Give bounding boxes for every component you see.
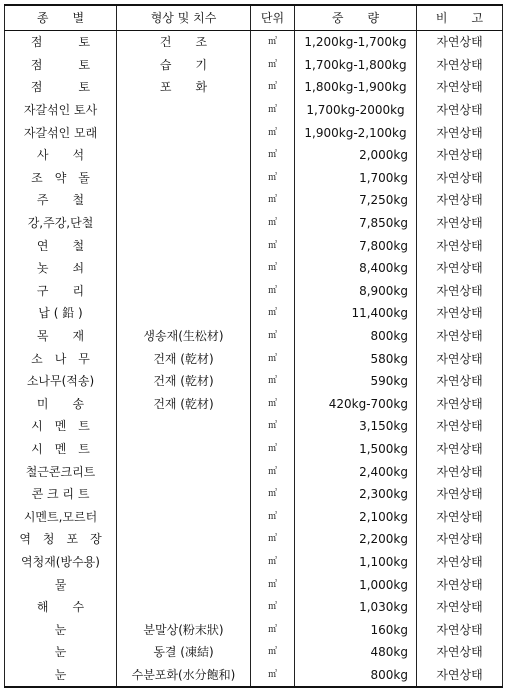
- cell-weight: 2,400kg: [295, 460, 417, 483]
- table-row: [5, 505, 503, 528]
- cell-note: 자연상태: [417, 121, 503, 144]
- unit-weight-table-container: [4, 4, 502, 688]
- cell-unit: ㎥: [251, 551, 295, 574]
- cell-unit: ㎥: [251, 189, 295, 212]
- cell-unit: ㎥: [251, 234, 295, 257]
- table-row: [5, 31, 503, 54]
- cell-unit: ㎥: [251, 257, 295, 280]
- table-body: [5, 31, 503, 688]
- cell-note: 자연상태: [417, 664, 503, 688]
- table-row: [5, 370, 503, 393]
- cell-unit: ㎥: [251, 31, 295, 54]
- cell-material-name: 역 청 포 장: [5, 528, 117, 551]
- cell-weight: 1,000kg: [295, 573, 417, 596]
- table-row: [5, 551, 503, 574]
- cell-material-name: 점 토: [5, 31, 117, 54]
- cell-shape-dimension: 건재 (乾材): [117, 370, 251, 393]
- cell-weight: 1,800kg-1,900kg: [295, 76, 417, 99]
- cell-material-name: 시멘트,모르터: [5, 505, 117, 528]
- cell-shape-dimension: [117, 528, 251, 551]
- cell-weight: 2,100kg: [295, 505, 417, 528]
- cell-shape-dimension: [117, 121, 251, 144]
- cell-weight: 8,900kg: [295, 280, 417, 303]
- cell-unit: ㎥: [251, 483, 295, 506]
- cell-material-name: 자갈섞인 모래: [5, 121, 117, 144]
- cell-material-name: 구 리: [5, 280, 117, 303]
- cell-shape-dimension: [117, 167, 251, 190]
- cell-note: 자연상태: [417, 483, 503, 506]
- table-row: [5, 528, 503, 551]
- cell-weight: 1,100kg: [295, 551, 417, 574]
- cell-shape-dimension: 분말상(粉末狀): [117, 618, 251, 641]
- cell-weight: 1,700kg-2000kg: [295, 99, 417, 122]
- cell-unit: ㎥: [251, 528, 295, 551]
- cell-weight: 2,200kg: [295, 528, 417, 551]
- cell-unit: ㎥: [251, 393, 295, 416]
- table-row: [5, 325, 503, 348]
- cell-weight: 1,700kg-1,800kg: [295, 54, 417, 77]
- cell-note: 자연상태: [417, 551, 503, 574]
- cell-unit: ㎥: [251, 438, 295, 461]
- cell-shape-dimension: [117, 551, 251, 574]
- table-row: [5, 460, 503, 483]
- cell-unit: ㎥: [251, 641, 295, 664]
- cell-note: 자연상태: [417, 528, 503, 551]
- cell-weight: 580kg: [295, 347, 417, 370]
- cell-weight: 1,030kg: [295, 596, 417, 619]
- table-row: [5, 76, 503, 99]
- cell-weight: 2,300kg: [295, 483, 417, 506]
- cell-note: 자연상태: [417, 189, 503, 212]
- cell-shape-dimension: 생송재(生松材): [117, 325, 251, 348]
- cell-unit: ㎥: [251, 370, 295, 393]
- cell-note: 자연상태: [417, 460, 503, 483]
- table-row: [5, 54, 503, 77]
- cell-unit: ㎥: [251, 664, 295, 688]
- cell-shape-dimension: [117, 596, 251, 619]
- cell-material-name: 사 석: [5, 144, 117, 167]
- cell-unit: ㎥: [251, 618, 295, 641]
- cell-shape-dimension: [117, 415, 251, 438]
- table-row: [5, 415, 503, 438]
- cell-note: 자연상태: [417, 415, 503, 438]
- table-row: [5, 302, 503, 325]
- cell-note: 자연상태: [417, 596, 503, 619]
- cell-note: 자연상태: [417, 144, 503, 167]
- cell-shape-dimension: [117, 144, 251, 167]
- cell-shape-dimension: [117, 573, 251, 596]
- cell-shape-dimension: 건재 (乾材): [117, 393, 251, 416]
- table-header: [5, 5, 503, 31]
- cell-material-name: 연 철: [5, 234, 117, 257]
- table-row: [5, 234, 503, 257]
- table-row: [5, 99, 503, 122]
- cell-unit: ㎥: [251, 167, 295, 190]
- cell-material-name: 조 약 돌: [5, 167, 117, 190]
- table-row: [5, 393, 503, 416]
- cell-shape-dimension: [117, 212, 251, 235]
- cell-material-name: 소나무(적송): [5, 370, 117, 393]
- table-row: [5, 438, 503, 461]
- cell-unit: ㎥: [251, 415, 295, 438]
- cell-shape-dimension: 수분포화(水分飽和): [117, 664, 251, 688]
- cell-unit: ㎥: [251, 99, 295, 122]
- cell-weight: 7,800kg: [295, 234, 417, 257]
- cell-note: 자연상태: [417, 505, 503, 528]
- cell-shape-dimension: 포 화: [117, 76, 251, 99]
- unit-weight-table: [4, 4, 503, 688]
- table-row: [5, 189, 503, 212]
- cell-weight: 11,400kg: [295, 302, 417, 325]
- cell-material-name: 시 멘 트: [5, 415, 117, 438]
- cell-note: 자연상태: [417, 347, 503, 370]
- cell-weight: 480kg: [295, 641, 417, 664]
- table-row: [5, 664, 503, 688]
- table-row: [5, 144, 503, 167]
- cell-weight: 1,900kg-2,100kg: [295, 121, 417, 144]
- cell-material-name: 주 철: [5, 189, 117, 212]
- cell-note: 자연상태: [417, 167, 503, 190]
- cell-shape-dimension: [117, 505, 251, 528]
- cell-unit: ㎥: [251, 573, 295, 596]
- cell-unit: ㎥: [251, 280, 295, 303]
- cell-shape-dimension: 습 기: [117, 54, 251, 77]
- cell-weight: 420kg-700kg: [295, 393, 417, 416]
- table-row: [5, 257, 503, 280]
- cell-unit: ㎥: [251, 596, 295, 619]
- cell-note: 자연상태: [417, 325, 503, 348]
- cell-weight: 7,250kg: [295, 189, 417, 212]
- cell-weight: 2,000kg: [295, 144, 417, 167]
- table-row: [5, 596, 503, 619]
- cell-unit: ㎥: [251, 460, 295, 483]
- cell-note: 자연상태: [417, 393, 503, 416]
- cell-material-name: 강,주강,단철: [5, 212, 117, 235]
- cell-material-name: 미 송: [5, 393, 117, 416]
- cell-material-name: 납 ( 鉛 ): [5, 302, 117, 325]
- cell-weight: 160kg: [295, 618, 417, 641]
- cell-shape-dimension: 동결 (凍結): [117, 641, 251, 664]
- cell-note: 자연상태: [417, 234, 503, 257]
- header-note: 비 고: [417, 5, 503, 31]
- cell-note: 자연상태: [417, 76, 503, 99]
- cell-material-name: 점 토: [5, 76, 117, 99]
- cell-shape-dimension: [117, 257, 251, 280]
- header-row: [5, 5, 503, 31]
- cell-note: 자연상태: [417, 257, 503, 280]
- cell-note: 자연상태: [417, 573, 503, 596]
- header-weight: 중 량: [295, 5, 417, 31]
- cell-unit: ㎥: [251, 302, 295, 325]
- cell-weight: 8,400kg: [295, 257, 417, 280]
- cell-shape-dimension: [117, 99, 251, 122]
- table-row: [5, 212, 503, 235]
- cell-shape-dimension: [117, 234, 251, 257]
- cell-material-name: 목 재: [5, 325, 117, 348]
- cell-shape-dimension: [117, 189, 251, 212]
- cell-shape-dimension: [117, 483, 251, 506]
- cell-weight: 800kg: [295, 325, 417, 348]
- cell-unit: ㎥: [251, 347, 295, 370]
- cell-material-name: 눈: [5, 641, 117, 664]
- header-shape-dimension: 형상 및 치수: [117, 5, 251, 31]
- cell-material-name: 해 수: [5, 596, 117, 619]
- cell-unit: ㎥: [251, 505, 295, 528]
- cell-material-name: 눈: [5, 618, 117, 641]
- cell-note: 자연상태: [417, 31, 503, 54]
- table-row: [5, 347, 503, 370]
- cell-note: 자연상태: [417, 438, 503, 461]
- cell-material-name: 점 토: [5, 54, 117, 77]
- table-row: [5, 121, 503, 144]
- table-row: [5, 573, 503, 596]
- cell-material-name: 눈: [5, 664, 117, 688]
- cell-material-name: 자갈섞인 토사: [5, 99, 117, 122]
- cell-weight: 800kg: [295, 664, 417, 688]
- cell-weight: 3,150kg: [295, 415, 417, 438]
- cell-material-name: 소 나 무: [5, 347, 117, 370]
- cell-shape-dimension: [117, 302, 251, 325]
- cell-material-name: 철근콘크리트: [5, 460, 117, 483]
- table-row: [5, 618, 503, 641]
- cell-note: 자연상태: [417, 280, 503, 303]
- cell-weight: 590kg: [295, 370, 417, 393]
- table-row: [5, 280, 503, 303]
- table-row: [5, 167, 503, 190]
- cell-unit: ㎥: [251, 54, 295, 77]
- cell-weight: 7,850kg: [295, 212, 417, 235]
- header-unit: 단위: [251, 5, 295, 31]
- table-row: [5, 641, 503, 664]
- cell-shape-dimension: [117, 460, 251, 483]
- cell-unit: ㎥: [251, 76, 295, 99]
- cell-note: 자연상태: [417, 302, 503, 325]
- cell-weight: 1,700kg: [295, 167, 417, 190]
- cell-unit: ㎥: [251, 121, 295, 144]
- cell-material-name: 콘 크 리 트: [5, 483, 117, 506]
- cell-unit: ㎥: [251, 212, 295, 235]
- cell-weight: 1,500kg: [295, 438, 417, 461]
- cell-material-name: 물: [5, 573, 117, 596]
- cell-material-name: 놋 쇠: [5, 257, 117, 280]
- cell-shape-dimension: [117, 280, 251, 303]
- cell-note: 자연상태: [417, 370, 503, 393]
- cell-note: 자연상태: [417, 99, 503, 122]
- cell-note: 자연상태: [417, 212, 503, 235]
- header-type: 종 별: [5, 5, 117, 31]
- table-row: [5, 483, 503, 506]
- cell-shape-dimension: 건재 (乾材): [117, 347, 251, 370]
- cell-unit: ㎥: [251, 144, 295, 167]
- cell-note: 자연상태: [417, 54, 503, 77]
- cell-weight: 1,200kg-1,700kg: [295, 31, 417, 54]
- cell-note: 자연상태: [417, 641, 503, 664]
- cell-material-name: 시 멘 트: [5, 438, 117, 461]
- cell-material-name: 역청재(방수용): [5, 551, 117, 574]
- cell-shape-dimension: [117, 438, 251, 461]
- cell-shape-dimension: 건 조: [117, 31, 251, 54]
- cell-unit: ㎥: [251, 325, 295, 348]
- cell-note: 자연상태: [417, 618, 503, 641]
